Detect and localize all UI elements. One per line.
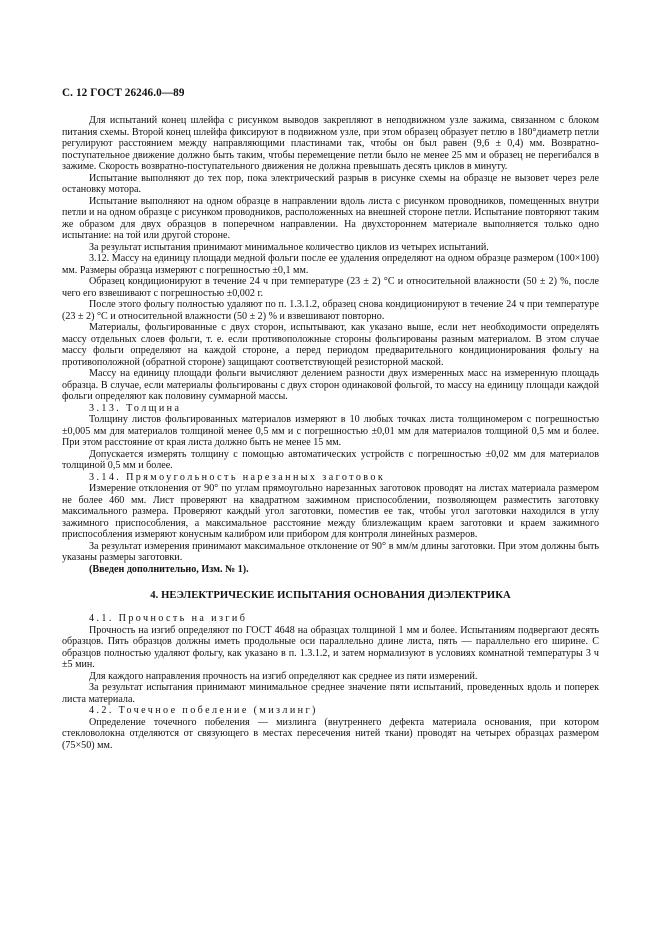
running-head: С. 12 ГОСТ 26246.0—89 — [62, 87, 185, 99]
paragraph-loop-setup: Для испытаний конец шлейфа с рисунком выводов закрепляют в неподвижном узле зажима, связанном с блоком питания схемы. Второй конец шлейфа фиксируют в подвижном узле, при этом образец образует петлю в 180°диаметр петли регулируют расстоянием между направляющими пластинами так, чтобы он был равен (9,6 ± 0,4) мм. Возвратно-поступательное движение должно быть таким, чтобы перемещение петли было не менее 25 мм и образец не перегибался в зажиме. Скорость возвратно-поступательного движения не должна превышать десять циклов в минуту. — [62, 115, 599, 172]
paragraph-flexural-average: Для каждого направления прочность на изгиб определяют как среднее из пяти измерений. — [89, 670, 478, 682]
paragraph-test-directions: Испытание выполняют на одном образце в направлении вдоль листа с рисунком проводников, помещенных внутри петли и на одном образце с рисунком проводников, расположенных на внешней стороне петли. Испытание повторяют таким же образом для двух образцов в поперечном направлении. На двухстороннем материале выполняется только одно испытание: на той или другой стороне. — [62, 195, 599, 241]
section-4-title: 4. НЕЭЛЕКТРИЧЕСКИЕ ИСПЫТАНИЯ ОСНОВАНИЯ ДИЭЛЕКТРИКА — [150, 590, 511, 601]
paragraph-squareness-measurement: Измерение отклонения от 90° по углам прямоугольно нарезанных заготовок проводят на листах материала размером не более 460 мм. Лист проверяют на квадратном зажимном приспособлении, позволяющем разместить заготовку максимального размера. Проверяют каждый угол заготовки, поместив ее так, чтобы угол заготовки находился в углу зажимного приспособления, а максимальное расстояние между близлежащим краем заготовки и краем зажимного приспособления измеряют конусным калибром или прибором для контроля линейных размеров. — [62, 483, 599, 540]
heading-4-1-flexural-strength: 4.1. Прочность на изгиб — [89, 613, 248, 624]
paragraph-conditioning: Образец кондиционируют в течение 24 ч при температуре (23 ± 2) °С и относительной влажности (50 ± 2) %, после чего его взвешивают с погрешностью ±0,002 г. — [62, 276, 599, 299]
document-body — [62, 115, 599, 751]
paragraph-foil-removal: После этого фольгу полностью удаляют по п. 1.3.1.2, образец снова кондиционируют в течение 24 ч при температуре (23 ± 2) °С и относительной влажности (50 ± 2) % и взвешивают повторно. — [62, 299, 599, 322]
paragraph-thickness-automatic: Допускается измерять толщину с помощью автоматических устройств с погрешностью ±0,02 мм для материалов толщиной 0,5 мм и более. — [62, 448, 599, 471]
heading-4-2-measling: 4.2. Точечное побеление (мизлинг) — [89, 705, 318, 716]
paragraph-cycles-result: За результат испытания принимают минимальное количество циклов из четырех испытаний. — [89, 241, 489, 253]
paragraph-3-12-foil-mass: 3.12. Массу на единицу площади медной фольги после ее удаления определяют на одном образце размером (100×100) мм. Размеры образца измеряют с погрешностью ±0,1 мм. — [62, 253, 599, 276]
paragraph-squareness-result: За результат измерения принимают максимальное отклонение от 90° в мм/м длины заготовки. При этом должны быть указаны размеры заготовки. — [62, 540, 599, 563]
paragraph-flexural-result: За результат испытания принимают минимальное среднее значение пяти испытаний, проведенных вдоль и поперек листа материала. — [62, 682, 599, 705]
paragraph-double-sided-foil: Материалы, фольгированные с двух сторон, испытывают, как указано выше, если нет необходимости определять массу отдельных слоев фольги, т. е. если противоположные стороны фольгированы разным материалом. В этом случае массу фольги определяют на каждой стороне, а перед периодом предварительного кондиционирования фольгу на противоположной (обратной стороне) защищают соответствующей резисторной маской. — [62, 322, 599, 368]
paragraph-measling-definition: Определение точечного побеления — мизлинга (внутреннего дефекта материала основания, при котором стекловолокна отделяются от связующего в местах пересечения нитей ткани) проводят на четырех образцах размером (75×50) мм. — [62, 716, 599, 751]
amendment-note: (Введен дополнительно, Изм. № 1). — [89, 563, 249, 575]
heading-3-14-squareness: 3.14. Прямоугольность нарезанных заготовок — [89, 471, 386, 483]
paragraph-flexural-method: Прочность на изгиб определяют по ГОСТ 4648 на образцах толщиной 1 мм и более. Испытаниям подвергают десять образцов. Пять образцов должны иметь продольные оси параллельно длине листа, пять — параллельно его ширине. С образцов полностью удаляют фольгу, как указано в п. 1.3.1.2, и затем нормализуют в условиях комнатной температуры 3 ч ±5 мин. — [62, 624, 599, 670]
heading-3-13-thickness: 3.13. Толщина — [89, 402, 182, 414]
paragraph-thickness-measurement: Толщину листов фольгированных материалов измеряют в 10 любых точках листа толщиномером с погрешностью ±0,005 мм для материалов толщиной менее 0,5 мм и с погрешностью ±0,01 мм для материалов толщиной 0,5 мм и более. При этом расстояние от края листа должно быть не менее 15 мм. — [62, 414, 599, 448]
paragraph-mass-calculation: Массу на единицу площади фольги вычисляют делением разности двух измеренных масс на измеренную площадь образца. В случае, если материалы фольгированы с двух сторон одинаковой фольгой, то массу на единицу площади каждой фольги определяют как половину суммарной массы. — [62, 368, 599, 402]
paragraph-test-duration: Испытание выполняют до тех пор, пока электрический разрыв в рисунке схемы на образце не вызовет через реле остановку мотора. — [62, 172, 599, 195]
